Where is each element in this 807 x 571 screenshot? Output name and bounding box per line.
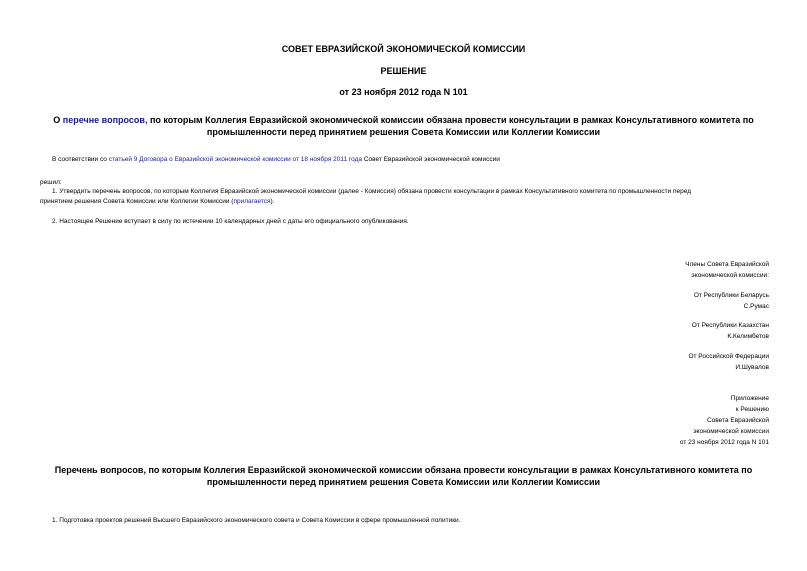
preamble-before: В соответствии со [52, 156, 109, 163]
russia-label: От Российской Федерации [688, 353, 769, 360]
decision-title-line2: промышленности перед принятием решения Совета Комиссии или Коллегии Комиссии [206, 127, 601, 137]
item-1-line-2 [40, 196, 275, 207]
item-1-after: ). [270, 198, 275, 205]
doc-date-heading: от 23 ноября 2012 года N 101 [339, 87, 468, 97]
item-1-before: принятием решения Совета Комиссии или Коллегии Комиссии ( [40, 198, 234, 205]
decision-title-line1 [0, 114, 807, 126]
item-2: 2. Настоящее Решение вступает в силу по истечении 10 календарных дней с даты его официального опубликования. [52, 218, 409, 225]
appendix-line-5: от 23 ноября 2012 года N 101 [679, 439, 769, 446]
members-line-1: Члены Совета Евразийской [685, 261, 769, 268]
appendix-line-2: к Решению [735, 406, 769, 413]
decided-label: решил: [40, 179, 62, 186]
list-title-line-1: Перечень вопросов, по которым Коллегия Евразийской экономической комиссии обязана провести консультации в рамках Консультативного комитета по [54, 465, 753, 475]
org-heading: СОВЕТ ЕВРАЗИЙСКОЙ ЭКОНОМИЧЕСКОЙ КОМИССИИ [281, 44, 526, 54]
appendix-link[interactable]: прилагается [233, 198, 271, 205]
title-link[interactable]: перечне вопросов, [62, 115, 148, 125]
appendix-line-3: Совета Евразийской [706, 417, 769, 424]
decision-title [0, 114, 807, 138]
signature-russia [688, 351, 769, 373]
signature-kazakhstan [692, 320, 769, 342]
belarus-name: С.Румас [743, 303, 769, 310]
title-prefix: О [53, 115, 63, 125]
appendix-line-1: Приложение [730, 395, 769, 402]
signature-belarus [694, 290, 769, 312]
preamble [52, 154, 500, 165]
signature-members [685, 259, 769, 281]
item-1-line-1: 1. Утвердить перечень вопросов, по которым Коллегия Евразийской экономической комиссии (далее - Комиссия) обязана провести консультации в рамках Консультативного комитета по промышленности перед [52, 188, 692, 195]
kazakhstan-name: К.Келимбетов [727, 333, 769, 340]
preamble-link[interactable]: статьей 9 Договора о Евразийской экономической комиссии от 18 ноября 2011 года [108, 156, 363, 163]
title-middle: по которым Коллегия Евразийской экономической комиссии обязана провести консультации в рамках Консультативного комитета по [147, 115, 754, 125]
preamble-after: Совет Евразийской экономической комиссии [362, 156, 500, 163]
list-item-1: 1. Подготовка проектов решений Высшего Евразийского экономического совета и Совета Комиссии в сфере промышленной политики. [52, 517, 461, 524]
list-title [0, 464, 807, 488]
belarus-label: От Республики Беларусь [693, 292, 769, 299]
list-title-line-2: промышленности перед принятием решения Совета Комиссии или Коллегии Комиссии [206, 477, 601, 487]
doc-type-heading: РЕШЕНИЕ [380, 66, 427, 76]
members-line-2: экономической комиссии: [691, 272, 769, 279]
kazakhstan-label: От Республики Казахстан [691, 322, 769, 329]
appendix-header [680, 393, 769, 448]
appendix-line-4: экономической комиссии [693, 428, 769, 435]
russia-name: И.Шувалов [735, 364, 769, 371]
